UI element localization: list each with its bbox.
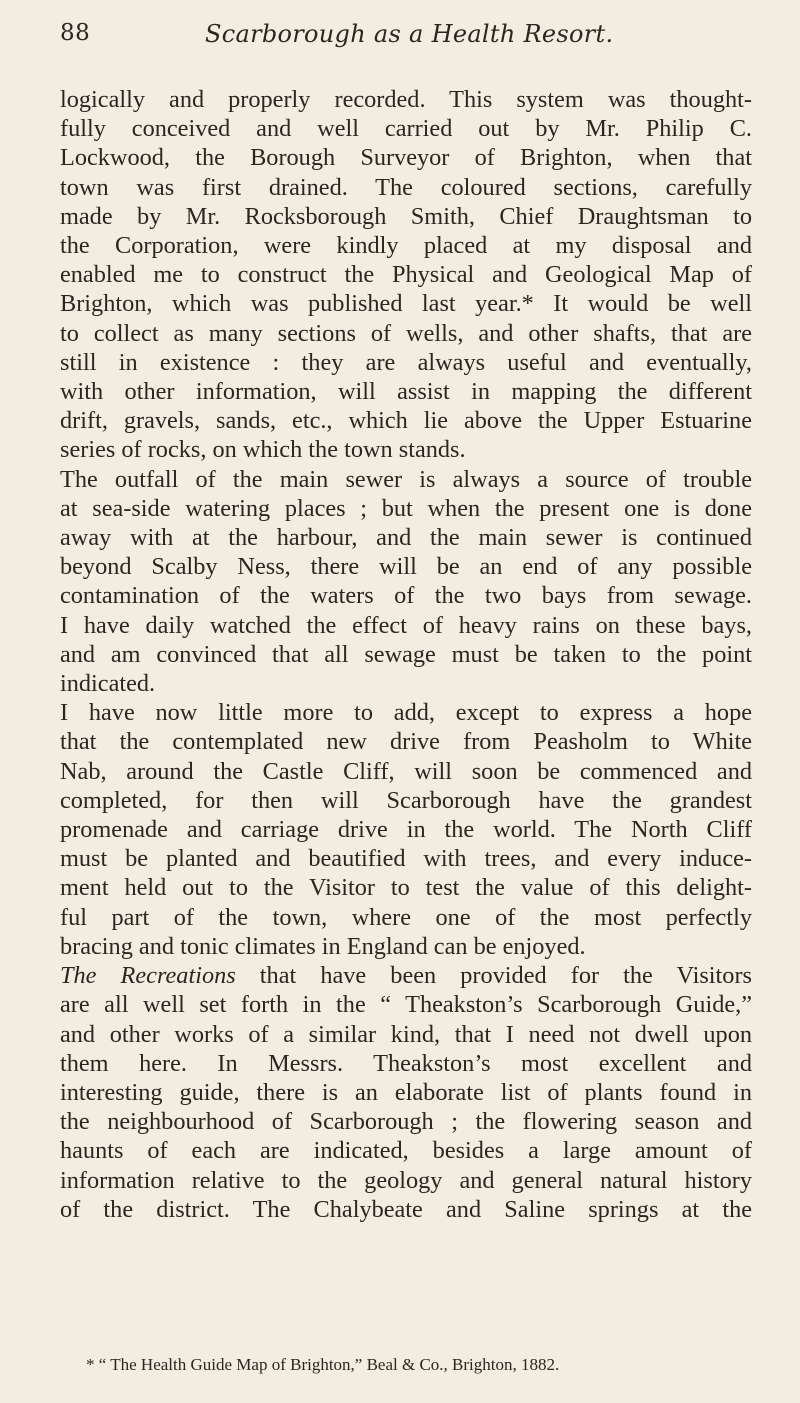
text-line: Lockwood, the Borough Surveyor of Brighton, when that: [60, 144, 752, 172]
text-line: indicated.: [60, 670, 156, 698]
text-line: made by Mr. Rocksborough Smith, Chief Draughtsman to: [60, 202, 752, 230]
text-line: are all well set forth in the “ Theakston’s Scarborough Guide,”: [60, 991, 752, 1019]
text-line: bracing and tonic climates in England can be enjoyed.: [60, 932, 586, 960]
footnote: * “ The Health Guide Map of Brighton,” Beal & Co., Brighton, 1882.: [86, 1355, 560, 1374]
text-line: I have now little more to add, except to express a hope: [60, 699, 752, 727]
text-line: contamination of the waters of the two bays from sewage.: [60, 582, 752, 610]
page-header: [60, 20, 760, 62]
text-line: town was first drained. The coloured sections, carefully: [60, 173, 752, 201]
text-line: completed, for then will Scarborough have the grandest: [60, 786, 752, 814]
text-line: of the district. The Chalybeate and Saline springs at the: [60, 1195, 752, 1223]
text-line: to collect as many sections of wells, and other shafts, that are: [60, 319, 752, 347]
text-line: The outfall of the main sewer is always a source of trouble: [60, 465, 752, 493]
text-line: I have daily watched the effect of heavy rains on these bays,: [60, 611, 752, 639]
text-line: fully conceived and well carried out by Mr. Philip C.: [60, 115, 752, 143]
text-line: enabled me to construct the Physical and Geological Map of: [60, 261, 752, 289]
text-run: that have been provided for the Visitors: [235, 962, 752, 990]
text-line: the Corporation, were kindly placed at my disposal and: [60, 232, 752, 260]
text-line: ment held out to the Visitor to test the value of this delight-: [60, 874, 752, 902]
text-line: that the contemplated new drive from Peasholm to White: [60, 728, 752, 756]
text-line: haunts of each are indicated, besides a large amount of: [60, 1137, 752, 1165]
text-line: series of rocks, on which the town stands.: [60, 436, 466, 464]
text-line: away with at the harbour, and the main sewer is continued: [60, 524, 752, 552]
italic-run: The Recreations: [60, 962, 236, 990]
page-number: 88: [60, 20, 91, 46]
text-line: Nab, around the Castle Cliff, will soon be commenced and: [60, 757, 752, 785]
text-line: information relative to the geology and general natural history: [60, 1166, 752, 1194]
text-line: promenade and carriage drive in the world. The North Cliff: [60, 816, 752, 844]
text-line: them here. In Messrs. Theakston’s most excellent and: [60, 1049, 752, 1077]
text-line: drift, gravels, sands, etc., which lie above the Upper Estuarine: [60, 407, 752, 435]
text-line: [60, 961, 752, 990]
text-line: must be planted and beautified with trees, and every induce-: [60, 845, 752, 873]
running-head: Scarborough as a Health Resort.: [205, 20, 614, 48]
text-line: ful part of the town, where one of the most perfectly: [60, 903, 752, 931]
text-line: logically and properly recorded. This system was thought-: [60, 86, 752, 113]
text-line: Brighton, which was published last year.* It would be well: [60, 290, 752, 318]
text-line: the neighbourhood of Scarborough ; the flowering season and: [60, 1108, 752, 1136]
text-line: beyond Scalby Ness, there will be an end of any possible: [60, 553, 752, 581]
text-line: interesting guide, there is an elaborate list of plants found in: [60, 1078, 752, 1106]
body-text: [60, 85, 752, 1224]
text-line: and other works of a similar kind, that I need not dwell upon: [60, 1020, 752, 1048]
text-line: at sea-side watering places ; but when the present one is done: [60, 494, 752, 522]
text-line: with other information, will assist in mapping the different: [60, 378, 752, 406]
text-line: and am convinced that all sewage must be taken to the point: [60, 640, 752, 668]
text-line: still in existence : they are always useful and eventually,: [60, 348, 752, 376]
